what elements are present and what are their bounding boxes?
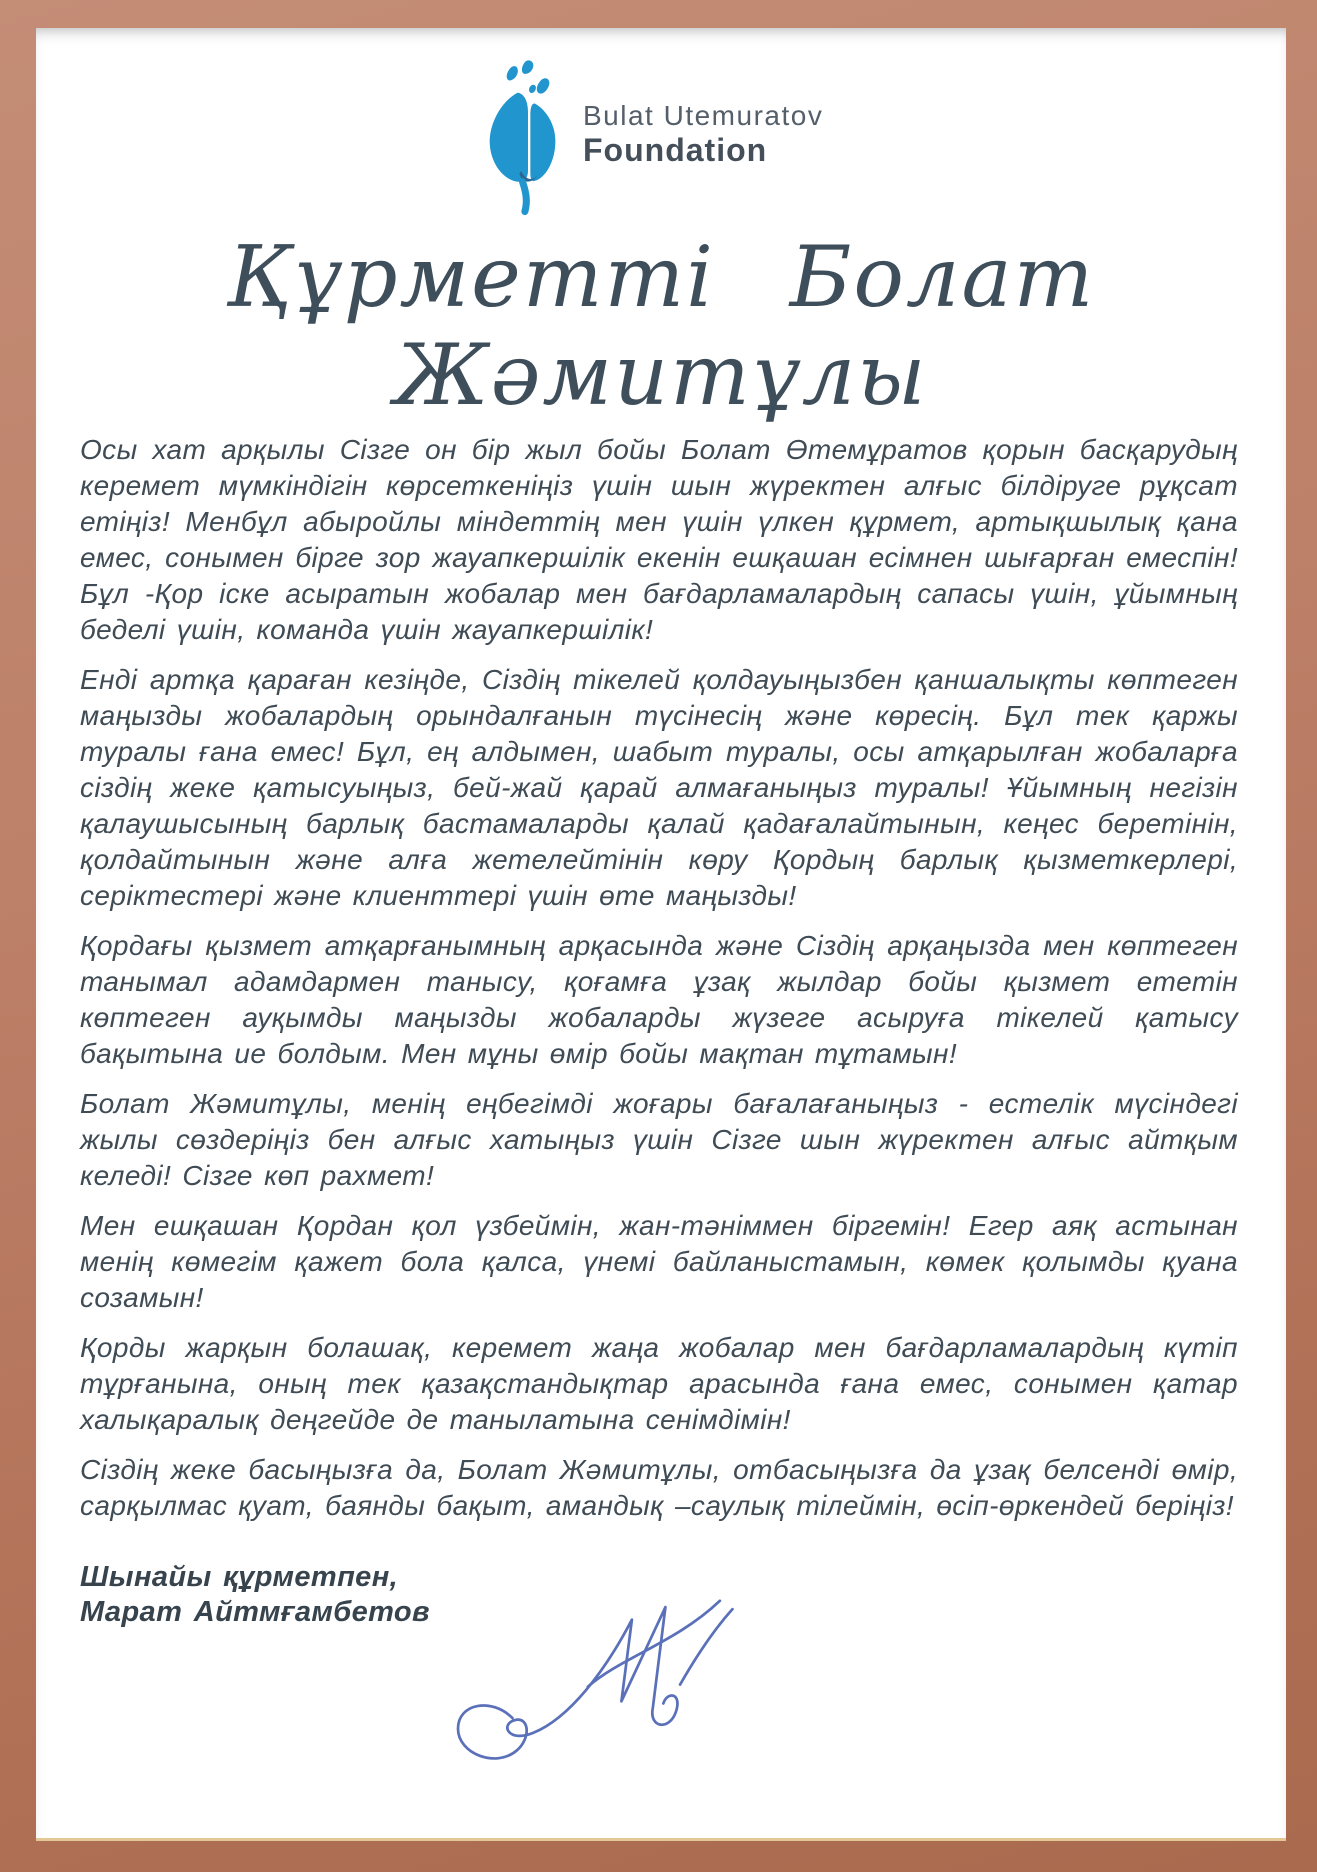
foundation-logo (485, 58, 823, 218)
signature-ink (430, 1584, 750, 1804)
letter-paragraph: Енді артқа қараған кезіңде, Сіздің тікелей қолдауыңызбен қаншалықты көптеген маңызды жобалардың орындалғанын түсінесің және көресің. Бұл тек қаржы туралы ғана емес! Бұл, ең алдымен, шабыт туралы, осы атқарылған жобаларға сіздің жеке қатысуыңыз, бей-жай қарай алмағаныңыз туралы! Ұйымның негізін қалаушысының барлық бастамаларды қалай қадағалайтынын, кеңес беретінін, қолдайтынын және алға жетелейтінін көру Қордың барлық қызметкерлері, серіктестері және клиенттері үшін өте маңызды! (80, 664, 1238, 911)
letter-paragraph: Сіздің жеке басыңызға да, Болат Жәмитұлы, отбасыңызға да ұзақ белсенді өмір, сарқылмас қуат, баянды бақыт, амандық –саулық тілеймін, өсіп-өркендей беріңіз! (80, 1454, 1238, 1521)
signer-name: Марат Айтмғамбетов (80, 1596, 430, 1628)
letter-paragraph: Мен ешқашан Қордан қол үзбеймін, жан-тәніммен біргемін! Егер аяқ астынан менің көмегім қажет бола қалса, үнемі байланыстамын, көмек қолымды қуана созамын! (80, 1210, 1238, 1313)
tulip-splash-icon (485, 58, 571, 218)
logo-name-text: Bulat Utemuratov (583, 100, 824, 131)
letter-paragraph: Қордағы қызмет атқарғанымның арқасында және Сіздің арқаңызда мен көптеген танымал адамдармен танысу, қоғамға ұзақ жылдар бойы қызмет ететін көптеген ауқымды маңызды жобаларды жүзеге асыруға тікелей қатысу бақытына ие болдым. Мен мұны өмір бойы мақтан тұтамын! (80, 930, 1238, 1069)
letter-paragraph: Болат Жәмитұлы, менің еңбегімді жоғары бағалағаныңыз - естелік мүсіндегі жылы сөздеріңіз бен алғыс хатыңыз үшін Сізге шын жүректен алғыс айтқым келеді! Сізге көп рахмет! (80, 1088, 1238, 1191)
salutation-heading: Құрметті Болат Жәмитұлы (226, 228, 1096, 424)
closing-line: Шынайы құрметпен, (80, 1561, 399, 1593)
letter-paper (36, 28, 1286, 1841)
letter-body (80, 432, 1238, 1630)
logo-foundation-text: Foundation (583, 132, 768, 169)
letter-paragraph: Қорды жарқын болашақ, керемет жаңа жобалар мен бағдарламалардың күтіп тұрғанына, оның тек қазақстандықтар арасында ғана емес, сонымен қатар халықаралық деңгейде де танылатына сенімдімін! (80, 1332, 1238, 1435)
letter-paragraph: Осы хат арқылы Сізге он бір жыл бойы Болат Өтемұратов қорын басқарудың керемет мүмкіндігін көрсеткеніңіз үшін шын жүректен алғыс білдіруге рұқсат етіңіз! Менбұл абыройлы міндеттің мен үшін үлкен құрмет, артықшылық қана емес, сонымен бірге зор жауапкершілік екенін ешқашан есімнен шығарған емеспін! Бұл -Қор іске асыратын жобалар мен бағдарламалардың сапасы үшін, ұйымның беделі үшін, команда үшін жауапкершілік! (80, 434, 1238, 645)
